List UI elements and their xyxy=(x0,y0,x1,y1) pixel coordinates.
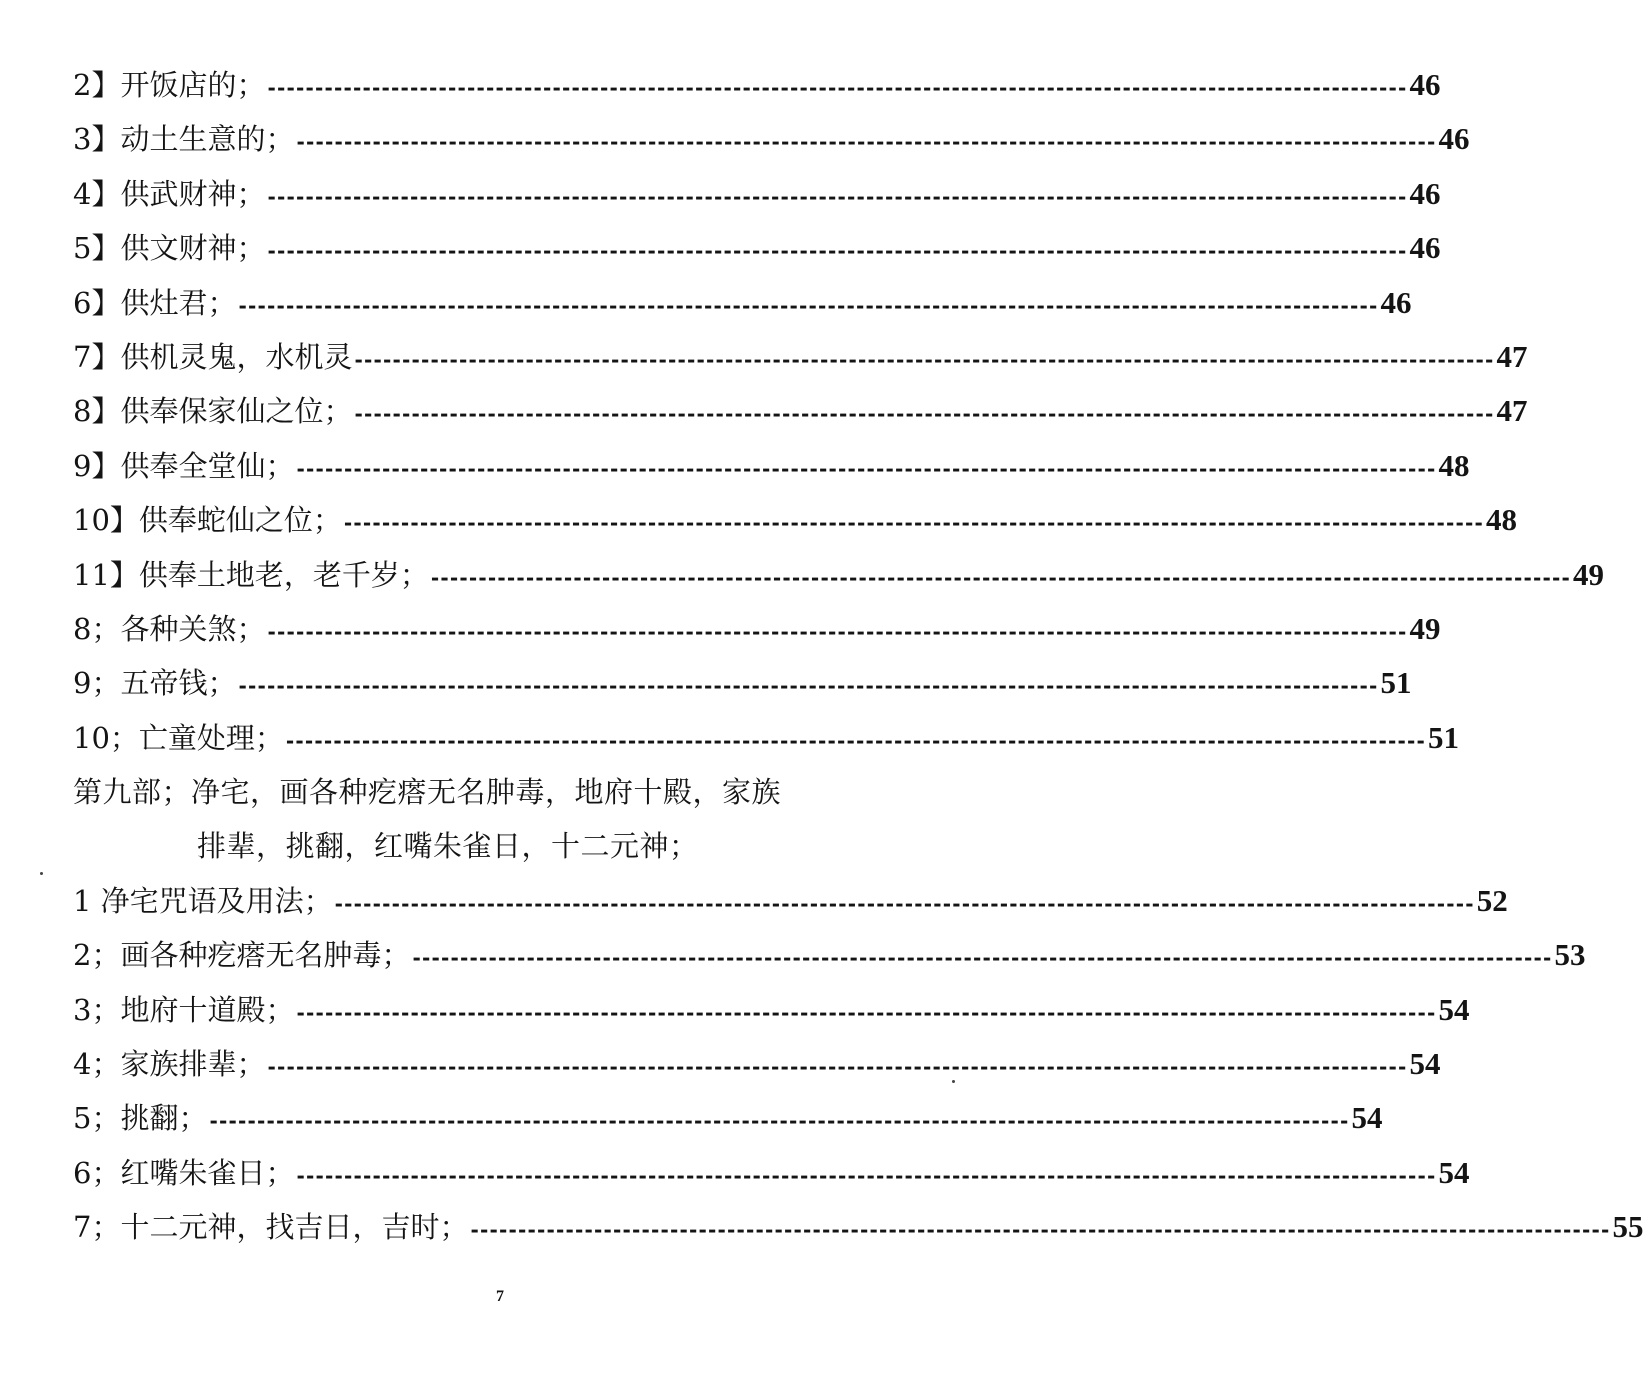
dot-leader: ------------------------------------------------------------------------------------------------------------------------ xyxy=(238,674,1379,699)
dot-leader: ------------------------------------------------------------------------------------------------------------------------ xyxy=(334,891,1475,916)
toc-entry-page: 49 xyxy=(1573,556,1604,592)
toc-entry-page: 51 xyxy=(1380,665,1412,701)
toc-entry xyxy=(73,711,1459,765)
toc-entry-label: 7；十二元神，找吉日，吉时； xyxy=(73,1210,469,1245)
toc-entry-label: 4】供武财神； xyxy=(73,176,266,211)
toc-entry-page: 53 xyxy=(1554,937,1586,973)
toc-entry xyxy=(73,1037,1441,1091)
toc-entry-page: 55 xyxy=(1612,1209,1644,1245)
dot-leader: ------------------------------------------------------------------------------------------------------------------------ xyxy=(238,293,1379,318)
toc-entry-page: 46 xyxy=(1409,175,1441,211)
dot-leader: ------------------------------------------------------------------------------------------------------------------------ xyxy=(267,239,1408,264)
toc-entry xyxy=(73,548,1604,602)
toc-entry-label: 7】供机灵鬼，水机灵 xyxy=(73,339,353,374)
toc-entry-label: 10】供奉蛇仙之位； xyxy=(73,503,342,538)
toc-entry xyxy=(73,167,1441,221)
dot-leader: ------------------------------------------------------------------------------------------------------------------------ xyxy=(296,1163,1437,1188)
toc-entry-page: 46 xyxy=(1438,121,1470,157)
section-heading-line-2: 排辈，挑翻，红嘴朱雀日，十二元神； xyxy=(197,829,699,864)
table-of-contents xyxy=(73,58,1644,1255)
toc-entry-label: 9；五帝钱； xyxy=(73,666,237,701)
dot-leader: ------------------------------------------------------------------------------------------------------------------------ xyxy=(296,130,1437,155)
scan-speck xyxy=(40,872,43,875)
toc-entry xyxy=(73,656,1412,710)
toc-entry-label: 3；地府十道殿； xyxy=(73,992,295,1027)
toc-entry-label: 9】供奉全堂仙； xyxy=(73,448,295,483)
section-heading xyxy=(73,765,821,874)
toc-entry-label: 10；亡童处理； xyxy=(73,720,284,755)
toc-entry-label: 1 净宅咒语及用法； xyxy=(73,883,333,918)
toc-entry-page: 46 xyxy=(1380,284,1412,320)
toc-entry-label: 4；家族排辈； xyxy=(73,1047,266,1082)
toc-entry-page: 54 xyxy=(1438,1154,1470,1190)
toc-entry-label: 3】动土生意的； xyxy=(73,122,295,157)
toc-entry-page: 52 xyxy=(1476,882,1508,918)
dot-leader: ------------------------------------------------------------------------------------------------------------------------ xyxy=(296,456,1437,481)
toc-entry-label: 2】开饭店的； xyxy=(73,68,266,102)
toc-entry xyxy=(73,874,1508,928)
toc-group-b xyxy=(73,874,1644,1255)
scan-speck xyxy=(952,1080,955,1083)
toc-entry-label: 2；画各种疙瘩无名肿毒； xyxy=(73,938,411,973)
dot-leader: ------------------------------------------------------------------------------------------------------------------------ xyxy=(430,565,1571,590)
toc-entry xyxy=(73,1200,1644,1254)
toc-entry-page: 47 xyxy=(1496,338,1528,374)
toc-entry xyxy=(73,493,1517,547)
toc-entry xyxy=(73,439,1470,493)
section-heading-line-1: 第九部；净宅，画各种疙瘩无名肿毒，地府十殿，家族 xyxy=(73,775,782,810)
dot-leader: ------------------------------------------------------------------------------------------------------------------------ xyxy=(267,619,1408,644)
toc-entry-label: 6；红嘴朱雀日； xyxy=(73,1155,295,1190)
toc-entry xyxy=(73,112,1470,166)
dot-leader: ------------------------------------------------------------------------------------------------------------------------ xyxy=(296,1000,1437,1025)
toc-entry-label: 5；挑翻； xyxy=(73,1101,208,1136)
toc-entry-label: 8】供奉保家仙之位； xyxy=(73,394,353,429)
toc-entry-page: 46 xyxy=(1409,230,1441,266)
toc-entry-label: 5】供文财神； xyxy=(73,231,266,266)
dot-leader: ------------------------------------------------------------------------------------------------------------------------ xyxy=(470,1218,1611,1243)
toc-entry-page: 48 xyxy=(1438,447,1470,483)
toc-group-a xyxy=(73,58,1604,765)
dot-leader: ------------------------------------------------------------------------------------------------------------------------ xyxy=(267,1055,1408,1080)
dot-leader: ------------------------------------------------------------------------------------------------------------------------ xyxy=(354,402,1495,427)
toc-entry-label: 11】供奉土地老，老千岁； xyxy=(73,557,429,592)
toc-entry xyxy=(73,602,1441,656)
dot-leader: ------------------------------------------------------------------------------------------------------------------------ xyxy=(267,76,1408,100)
dot-leader: ------------------------------------------------------------------------------------------------------------------------ xyxy=(285,728,1426,753)
dot-leader: ------------------------------------------------------------------------------------------------------------------------ xyxy=(412,946,1553,971)
toc-entry xyxy=(73,221,1441,275)
toc-entry xyxy=(73,928,1586,982)
dot-leader: ------------------------------------------------------------------------------------------------------------------------ xyxy=(343,511,1484,536)
toc-entry-page: 49 xyxy=(1409,610,1441,646)
toc-entry-label: 6】供灶君； xyxy=(73,285,237,320)
toc-entry xyxy=(73,1091,1383,1145)
toc-entry xyxy=(73,384,1528,438)
toc-entry-page: 51 xyxy=(1428,719,1459,755)
page-number: 7 xyxy=(496,1288,504,1305)
dot-leader: ------------------------------------------------------------------------------------------------------------------------ xyxy=(209,1109,1350,1134)
toc-entry xyxy=(73,983,1470,1037)
toc-entry xyxy=(73,330,1528,384)
toc-entry-page: 48 xyxy=(1486,502,1517,538)
toc-entry xyxy=(73,1146,1470,1200)
toc-entry-label: 8；各种关煞； xyxy=(73,611,266,646)
dot-leader: ------------------------------------------------------------------------------------------------------------------------ xyxy=(267,184,1408,209)
toc-entry-page: 46 xyxy=(1409,67,1441,102)
toc-entry-page: 54 xyxy=(1438,991,1470,1027)
toc-entry-page: 54 xyxy=(1351,1100,1383,1136)
toc-entry-page: 47 xyxy=(1496,393,1528,429)
toc-entry xyxy=(73,276,1412,330)
dot-leader: ------------------------------------------------------------------------------------------------------------------------ xyxy=(354,347,1495,372)
toc-entry-page: 54 xyxy=(1409,1046,1441,1082)
toc-entry xyxy=(73,58,1441,112)
